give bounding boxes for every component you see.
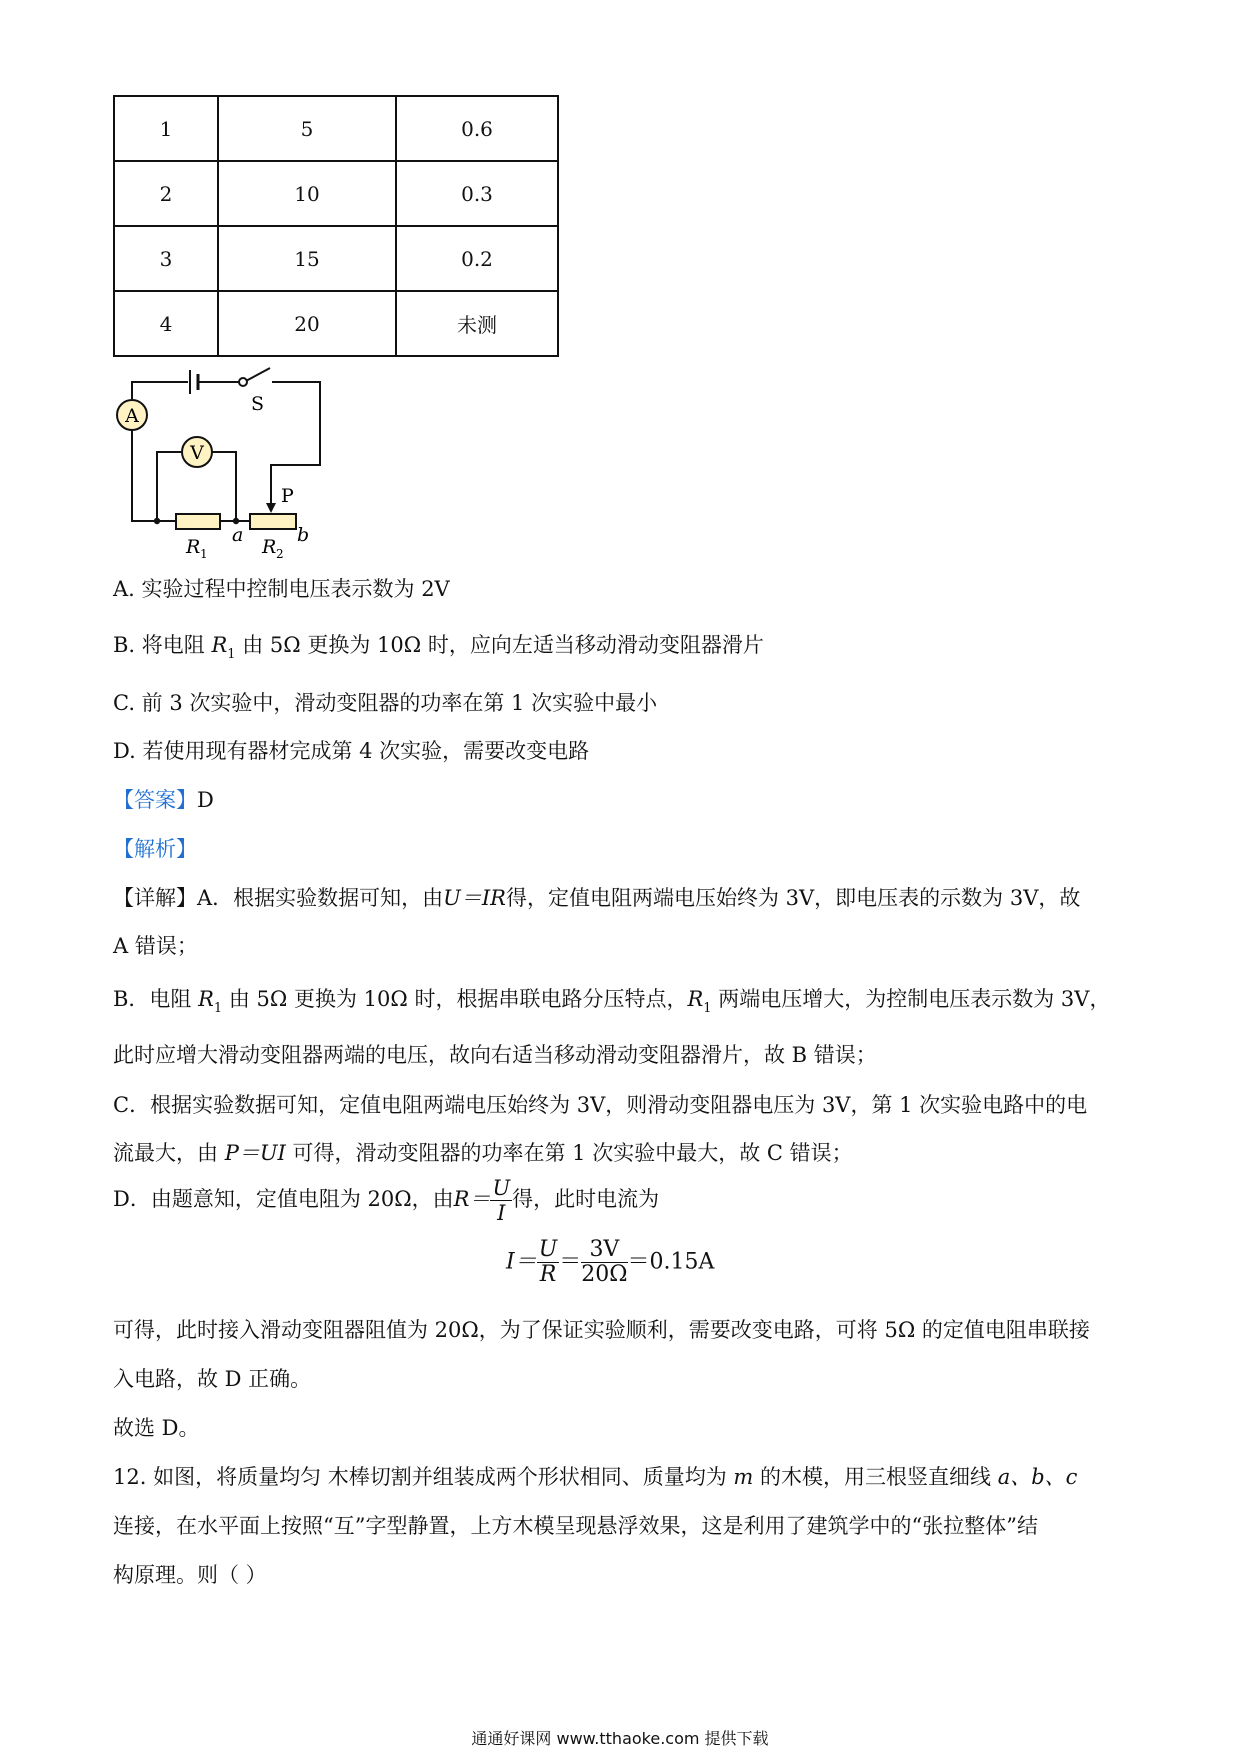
wire (271, 382, 320, 505)
table-cell: 0.2 (396, 226, 558, 291)
table-cell: 5 (218, 96, 396, 161)
switch-contact (239, 378, 247, 386)
table-cell: 15 (218, 226, 396, 291)
slider-label: P (281, 485, 294, 507)
table-cell: 3 (114, 226, 218, 291)
q12-line3: 构原理。则（ ） (113, 1563, 267, 1587)
ammeter-label: A (125, 405, 139, 427)
r2-subscript: 2 (276, 547, 284, 560)
detail-d-line3: 可得，此时接入滑动变阻器阻值为 20Ω，为了保证实验顺利，需要改变电路，可将 5Ω 的定值电阻串联接 (113, 1318, 1090, 1342)
resistor-r1 (176, 514, 220, 529)
node-a-label: a (232, 524, 244, 546)
option-a: A. 实验过程中控制电压表示数为 2V (113, 577, 450, 601)
current-equation: I＝ $\frac{U}{R}$ ＝ $\frac{3V}{20\Omega}$ ＝0.15A (506, 1237, 715, 1287)
table-cell: 未测 (396, 291, 558, 356)
option-d: D. 若使用现有器材完成第 4 次实验，需要改变电路 (113, 739, 590, 763)
detail-c-line1: C．根据实验数据可知，定值电阻两端电压始终为 3V，则滑动变阻器电压为 3V，第 1 次实验电路中的电 (113, 1093, 1088, 1117)
table-cell: 0.3 (396, 161, 558, 226)
detail-a-line2: A 错误； (113, 934, 198, 958)
wire (157, 452, 182, 521)
answer-line: 【答案】D (113, 788, 214, 812)
voltmeter-label: V (190, 442, 204, 464)
option-c: C. 前 3 次实验中，滑动变阻器的功率在第 1 次实验中最小 (113, 691, 658, 715)
node-b-label: b (297, 524, 310, 546)
detail-a-line1: 【详解】A．根据实验数据可知，由U＝IR得，定值电阻两端电压始终为 3V，即电压表的示数为 3V，故 (113, 886, 1081, 910)
detail-d-line1: D．由题意知，定值电阻为 20Ω，由R＝ $\frac{U}{I}$ 得，此时电流为 (113, 1176, 660, 1225)
page-footer: 通通好课网 www.tthaoke.com 提供下载 (471, 1729, 769, 1748)
table-cell: 10 (218, 161, 396, 226)
table-cell: 1 (114, 96, 218, 161)
circuit-diagram (0, 0, 340, 560)
q12-line1: 12. 如图，将质量均匀 木棒切割并组装成两个形状相同、质量均为 m 的木模，用三根竖直细线 a、b、c (113, 1465, 1078, 1489)
analysis-label: 【解析】 (113, 837, 197, 861)
q12-line2: 连接，在水平面上按照“互”字型静置，上方木模呈现悬浮效果，这是利用了建筑学中的“张拉整体”结 (113, 1514, 1038, 1538)
fraction: $\frac{U}{I}$ (492, 1176, 511, 1225)
table-cell: 20 (218, 291, 396, 356)
conclusion: 故选 D。 (113, 1416, 200, 1440)
table-cell: 4 (114, 291, 218, 356)
fraction: $\frac{U}{R}$ (538, 1237, 558, 1287)
detail-d-line4: 入电路，故 D 正确。 (113, 1367, 312, 1391)
r1-subscript: 1 (200, 547, 208, 560)
junction-dot (154, 518, 160, 524)
detail-c-line2: 流最大，由 P＝UI 可得，滑动变阻器的功率在第 1 次实验中最大，故 C 错误； (113, 1141, 853, 1165)
fraction: $\frac{3V}{20\Omega}$ (581, 1237, 628, 1287)
switch-blade (244, 368, 270, 382)
r2-label: R (262, 536, 277, 558)
table-cell: 0.6 (396, 96, 558, 161)
rheostat-r2 (250, 514, 296, 529)
detail-b-line2: 此时应增大滑动变阻器两端的电压，故向右适当移动滑动变阻器滑片，故 B 错误； (113, 1043, 877, 1067)
wire (132, 431, 157, 521)
table-cell: 2 (114, 161, 218, 226)
detail-b-line1: B．电阻 $R_1$ 由 5Ω 更换为 10Ω 时，根据串联电路分压特点，$R_1$ 两端电压增大，为控制电压表示数为 3V， (113, 987, 1111, 1016)
wire (212, 452, 236, 521)
r1-label: R (186, 536, 201, 558)
wire (132, 382, 188, 399)
switch-label: S (251, 393, 265, 415)
option-b: B. 将电阻 $R_1$ 由 5Ω 更换为 10Ω 时，应向左适当移动滑动变阻器滑片 (113, 633, 764, 662)
slider-arrow-icon (266, 503, 276, 513)
